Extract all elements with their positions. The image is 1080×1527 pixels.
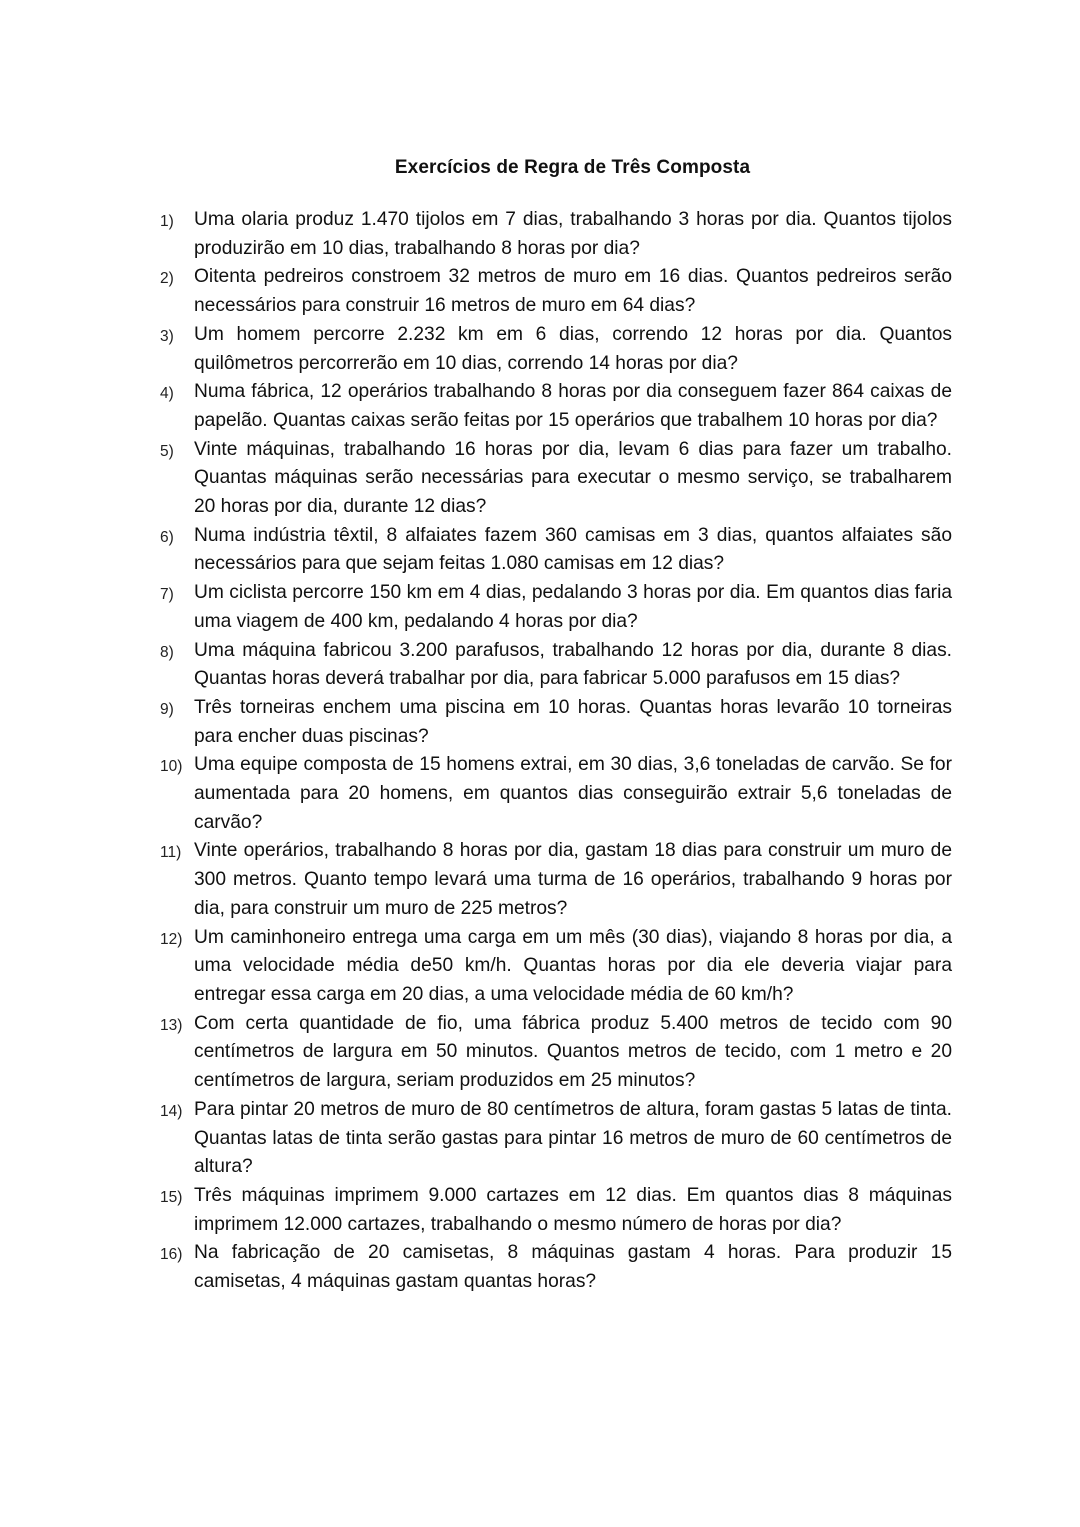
exercise-item (160, 579, 952, 636)
exercise-text: Três máquinas imprimem 9.000 cartazes em 12 dias. Em quantos dias 8 máquinas imprimem 12.000 cartazes, trabalhando o mesmo número de horas por dia? (194, 1184, 952, 1235)
exercise-number: 9) (160, 700, 174, 718)
exercise-number: 16) (160, 1246, 183, 1264)
exercise-item (160, 751, 952, 837)
exercise-number: 7) (160, 586, 174, 604)
exercise-text: Numa fábrica, 12 operários trabalhando 8 horas por dia conseguem fazer 864 caixas de papelão. Quantas caixas serão feitas por 15 operários que trabalhem 10 horas por dia? (194, 381, 952, 431)
exercise-text: Um homem percorre 2.232 km em 6 dias, correndo 12 horas por dia. Quantos quilômetros percorrerão em 10 dias, correndo 14 horas por dia? (194, 323, 952, 374)
exercise-number: 11) (160, 844, 182, 862)
exercise-item (160, 1239, 952, 1296)
exercise-text: Numa indústria têxtil, 8 alfaiates fazem 360 camisas em 3 dias, quantos alfaiates são necessários para que sejam feitas 1.080 camisas em 12 dias? (194, 524, 952, 575)
exercise-text: Vinte operários, trabalhando 8 horas por dia, gastam 18 dias para construir um muro de 300 metros. Quanto tempo levará uma turma de 16 operários, trabalhando 9 horas por dia, para construir um muro de 225 metros? (194, 840, 952, 919)
exercise-number: 13) (160, 1016, 183, 1034)
exercise-item (160, 321, 952, 378)
exercise-text: Um caminhoneiro entrega uma carga em um mês (30 dias), viajando 8 horas por dia, a uma velocidade média de50 km/h. Quantas horas por dia ele deveria viajar para entregar essa carga em 20 dias, a uma velocidade média de 60 km/h? (194, 926, 952, 1005)
exercise-number: 6) (160, 528, 174, 546)
exercise-text: Uma olaria produz 1.470 tijolos em 7 dias, trabalhando 3 horas por dia. Quantos tijolos produzirão em 10 dias, trabalhando 8 horas por dia? (194, 209, 952, 259)
exercise-item (160, 436, 952, 522)
exercise-item (160, 378, 952, 435)
exercise-number: 5) (160, 442, 174, 460)
exercise-number: 15) (160, 1188, 183, 1206)
exercise-text: Três torneiras enchem uma piscina em 10 horas. Quantas horas levarão 10 torneiras para encher duas piscinas? (194, 696, 952, 747)
exercise-text: Na fabricação de 20 camisetas, 8 máquinas gastam 4 horas. Para produzir 15 camisetas, 4 máquinas gastam quantas horas? (194, 1242, 952, 1293)
exercise-text: Oitenta pedreiros constroem 32 metros de muro em 16 dias. Quantos pedreiros serão necessários para construir 16 metros de muro em 64 dias? (194, 266, 952, 317)
exercise-text: Uma equipe composta de 15 homens extrai, em 30 dias, 3,6 toneladas de carvão. Se for aumentada para 20 homens, em quantos dias conseguirão extrair 5,6 toneladas de carvão? (194, 754, 952, 833)
exercise-number: 4) (160, 385, 174, 403)
exercise-text: Uma máquina fabricou 3.200 parafusos, trabalhando 12 horas por dia, durante 8 dias. Quantas horas deverá trabalhar por dia, para fabricar 5.000 parafusos em 15 dias? (194, 639, 952, 690)
exercise-text: Para pintar 20 metros de muro de 80 centímetros de altura, foram gastas 5 latas de tinta. Quantas latas de tinta serão gastas para pintar 16 metros de muro de 60 centímetros de altura? (194, 1098, 952, 1178)
exercise-item (160, 1182, 952, 1239)
page-title: Exercícios de Regra de Três Composta (394, 157, 751, 178)
exercise-item (160, 637, 952, 694)
exercise-item (160, 206, 952, 263)
exercise-list (160, 206, 952, 1297)
exercise-item (160, 263, 952, 320)
exercise-number: 14) (160, 1102, 183, 1120)
exercise-text: Vinte máquinas, trabalhando 16 horas por dia, levam 6 dias para fazer um trabalho. Quantas máquinas serão necessárias para executar o mesmo serviço, se trabalharem 20 horas por dia, durante 12 dias? (194, 438, 952, 518)
exercise-number: 3) (160, 327, 174, 345)
exercise-number: 1) (160, 213, 174, 230)
exercise-item (160, 837, 952, 923)
exercise-number: 12) (160, 930, 183, 948)
exercise-text: Um ciclista percorre 150 km em 4 dias, pedalando 3 horas por dia. Em quantos dias faria uma viagem de 400 km, pedalando 4 horas por dia? (194, 582, 952, 632)
exercise-number: 8) (160, 643, 174, 661)
exercise-item (160, 1010, 952, 1096)
exercise-text: Com certa quantidade de fio, uma fábrica produz 5.400 metros de tecido com 90 centímetros de largura em 50 minutos. Quantos metros de tecido, com 1 metro e 20 centímetros de largura, seriam produzidos em 25 minutos? (194, 1012, 952, 1092)
exercise-item (160, 924, 952, 1010)
exercise-item (160, 694, 952, 751)
exercise-number: 10) (160, 758, 183, 776)
exercise-item (160, 1096, 952, 1182)
exercise-item (160, 522, 952, 579)
exercise-number: 2) (160, 270, 174, 288)
